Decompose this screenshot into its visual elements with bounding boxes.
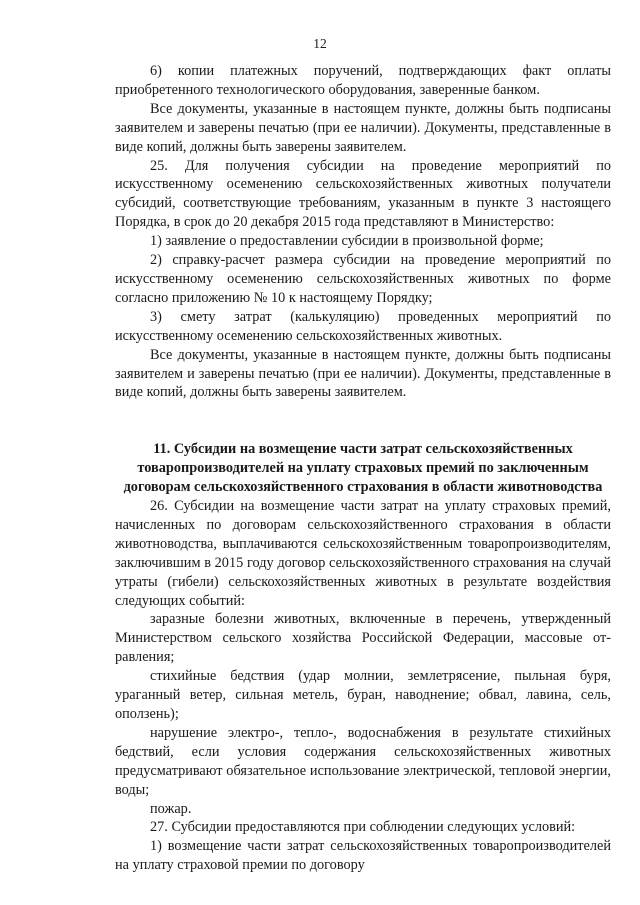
paragraph: 27. Субсидии предоставляются при соблюдении следующих условий: [150,819,576,836]
list-item: 1) возмещение части затрат сельскохозяйственных товаропроизводителей на уплату страховой премии по договору [115,838,611,874]
list-item: 2) справку-расчет размера субсидии на проведение мероприятий по искусственному осеменению сельскохозяйственных животных по форме согласно приложению № 10 к настоящему Порядку; [115,252,611,306]
list-item: 3) смету затрат (калькуляцию) проведенных мероприятий по искусственному осеменению сельскохозяйственных животных. [115,308,611,344]
list-item: нарушение электро-, тепло-, водоснабжения в результате стихийных бедствий, если условия содержания сельскохозяйственных животных предусматривают обязательное использование электрической, тепловой энергии, воды; [115,724,611,798]
list-item: заразные болезни животных, включенные в перечень, утвержденный Министерством сельского хозяйства Российской Федерации, массовые от-равления; [115,611,611,666]
section-heading: 11. Субсидии на возмещение части затрат сельскохозяйственных товаропроизводителей на уплату страховых премий по заключенным договорам сельскохозяйственного страхования в области животноводства [123,441,603,496]
list-item: 1) заявление о предоставлении субсидии в произвольной форме; [150,233,544,250]
paragraph: 6) копии платежных поручений, подтверждающих факт оплаты приобретенного технологического оборудования, заверенные банком. [115,63,611,98]
page-number: 12 [313,36,327,51]
document-body [115,62,611,875]
paragraph: 26. Субсидии на возмещение части затрат на уплату страховых премий, начисленных по договорам сельскохозяйственного страхования в области животноводства, выплачиваются сельскохозяйственным товаропроизводителям, заключившим в 2015 году договор сельскохозяйственного страхования на случай утраты (гибели) сельскохозяйственных животных в результате воздействия следующих событий: [115,498,611,609]
paragraph: Все документы, указанные в настоящем пункте, должны быть подписаны заявителем и заверены печатью (при ее наличии). Документы, представленные в виде копий, должны быть заверены заявителем. [115,100,611,155]
section-spacer [115,402,611,440]
list-item: стихийные бедствия (удар молнии, землетрясение, пыльная буря, ураганный ветер, сильная метель, буран, наводнение; обвал, лавина, сель, оползень); [115,668,611,722]
list-item: пожар. [150,800,192,817]
paragraph: Все документы, указанные в настоящем пункте, должны быть подписаны заявителем и заверены печатью (при ее наличии). Документы, представленные в виде копий, должны быть заверены заявителем. [115,346,611,401]
paragraph: 25. Для получения субсидии на проведение мероприятий по искусственному осеменению сельскохозяйственных животных получатели субсидий, соответствующие требованиям, указанным в пункте 3 настоящего Порядка, в срок до 20 декабря 2015 года представляют в Министерство: [115,157,611,231]
